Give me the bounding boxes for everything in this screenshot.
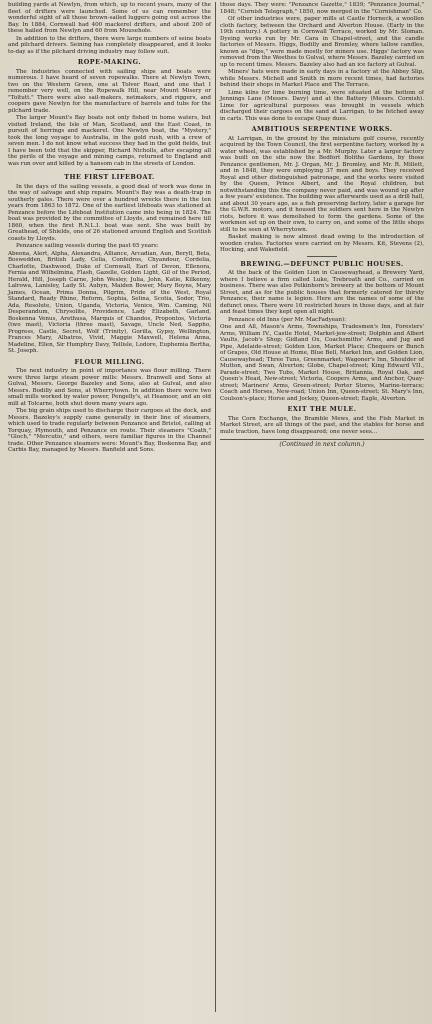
- article-columns: [4, 2, 428, 1012]
- newspapers-paragraph: those days. They were: "Penzance Gazette," 1839; "Penzance Journal," 1848; "Cornish Telegraph," 1850, now merged in the "Cornishman" Co.: [220, 2, 424, 15]
- rope-paragraph-2: The larger Mount's Bay boats not only fished in home waters, but visited Ireland, the Isle of Man, Scotland, and the East Coast, in pursuit of herrings and mackerel. One Newlyn boat, the "Mystery," took the long voyage to Australia, in the gold rush, with a crew of seven men. I do not know what success they had in the gold fields, but I have been told that the skipper, Richard Nicholls, after escaping all the perils of the voyage and mining camps, returned to England and was run over and killed by a hansom cab in the streets of London.: [8, 115, 211, 167]
- flour-milling-heading: FLOUR MILLING.: [74, 357, 145, 366]
- other-industries-paragraph: Of other industries were, paper mills at Castle Horneck, a woollen cloth factory, between the Orchard and Alverton House. (Early in the 19th century.) A pottery in Cornwall Terrace, worked by Mr. Sloman. Dyeing works run by Mr. Cara in Chapel-street, and the candle factories of Messrs. Higgs, Bodilly and Bromley, where tallow candles, known as "dips," were made mostly for miners use. Higgs' factory was removed from the Weethes to Gulval, where Messrs. Bazeley carried on up to recent times. Messrs. Bazeley also had an ice factory at Gulval.: [220, 16, 424, 68]
- intro-paragraph: building yards at Newlyn, from which, up to recent years, many of the fleet of drifters were launched. Some of us can remember the wonderful sight of all those brown-sailed luggers going out across the Bay. In 1884, Cornwall had 400 mackerel drifters, and about 200 of these hailed from Newlyn and 60 from Mousehole.: [8, 2, 211, 34]
- flour-paragraph-1: The next industry in point of importance was flour milling. There were three large steam power mills: Messrs. Branwell and Sons at Gulval, Messrs. George Bazeley and Sons, also at Gulval, and also Messrs. Bodilly and Sons, at Wherrytown. In addition there were two small mills worked by water power, Pengelly's, at Heamoor, and an old mill at Tolcarne, both shut down many years ago.: [8, 368, 211, 407]
- lifeboat-paragraph-2: Penzance sailing vessels during the past 65 years:: [16, 243, 159, 249]
- serpentine-paragraph-1: At Larrigan, in the ground by the miniature golf course, recently acquired by the Town Council, the first serpentine factory, worked by a water wheel, was established by a Mr. Murphy. Later a larger factory was built on the site now the Bedfort Bolitho Gardens, by those Penzance gentlemen, Mr. J. Organ, Mr. J. Bromley, and Mr. R. Millett, and in 1848, they were employing 37 men and boys. They received Royal and other distinguished patronage, and the works were visited by the Queen, Prince Albert, and the Royal children, but notwithstanding this the company never paid, and was wound up after a few years' existence. The building was afterwards used as a drill hall, and about 30 years ago, as a fish preserving factory, later a garage for the G.W.R. motors, and it housed the soldiers sent here in the Newlyn riots, before it was demolished to form the gardens. Some of the workmen set up on their own, to carry on, and some of the little shops still to be seen at Wherrytown.: [220, 135, 424, 233]
- rope-making-heading: ROPE-MAKING.: [77, 58, 142, 66]
- basket-paragraph: Basket making is now almost dead owing to the introduction of wooden crates. Factories were carried on by Messrs. Kit, Stevens (2), Hocking, and Wakefield.: [220, 234, 424, 253]
- section-rule: [307, 256, 337, 257]
- continued-note: (Continued in next column.): [220, 439, 424, 449]
- mule-paragraph: The Corn Exchange, the Bramble Mews, and the Fish Market in Market Street, are all things of the past, and the stables for horse and mule traction, have long disappeared; one never sees...: [220, 415, 424, 435]
- left-column: [4, 2, 216, 1012]
- right-column: [216, 2, 428, 1012]
- section-rule: [95, 169, 125, 170]
- exit-mule-heading: EXIT THE MULE.: [287, 405, 357, 413]
- inns-list: One and All, Mason's Arms, Townships, Tradesmen's Inn, Foresters' Arms, William IV., Castle Hotel, Market-jew-street; Dolphin and Albert Vaults, Jacob's Shop; Gidland Ox, Coachsmiths' Arms, and Jug and Pipe, Adelaide-street; Golden Lion, Market Place; Chequers or Bunch of Grapes, Old House at Home, Blue Bell, Market Inn, and Golden Lion, Causewayhead; Three Tuns, Greenmarket; Wagoner's Inn, Shoulder of Mutton, and Swan, Alverton; Globe, Chapel-street; King Edward VII., Parade-street; Two Tubs, Market House, Britannia, Royal Oak, and Queen's Head, New-street; Victoria, Coopers Arms, and Anchor, Quay-street; Mariners' Arms, Green-street; Porter Stores, Marine-terrace; Coach and Horses, New-road; Union Inn, Queen-street; St. Mary's Inn, Coulson's-place; Horse and Jockey, Queen-street; Eagle, Alverton.: [220, 324, 424, 402]
- serpentine-heading: AMBITIOUS SERPENTINE WORKS.: [251, 125, 393, 133]
- brewing-heading: BREWING.—DEFUNCT PUBLIC HOUSES.: [240, 259, 404, 268]
- rope-paragraph-1: The industries connected with sailing ships and boats were numerous. I have heard of seven ropewalks. There at Newlyn Town, two on the Western Green, one at Tolver Road, and one that I remember very well, on the Ropewalk Hill, near Mount Misery or "Toltutt." There were also sail-makers, netmakers, and riggers, and coopers gave Newlyn for the manufacture of barrels and tubs for the pilchard trade.: [8, 68, 211, 114]
- brewing-paragraph-1: At the back of the Golden Lion in Causewayhead, a Brewery Yard, where I believe a firm called Luke, Trebroath and Co., carried on business. There was also Polkinhorn's brewery at the bottom of Mount Street, and as for the public houses that formerly catered for thirsty Penzance, their name is legion. Here are the names of some of the defunct ones. There were 10 restricted hours in those days, and at fair and feast times they kept open all night.: [220, 270, 424, 315]
- drifters-paragraph: In addition to the drifters, there were large numbers of seine boats and pilchard drivers. Seining has completely disappeared, and it looks to-day as if the pilchard driving industry may follow suit.: [8, 35, 211, 55]
- lifeboat-paragraph-1: In the days of the sailing vessels, a good deal of work was done in the way of salvage and ship repairs. Mount's Bay was a death-trap in southerly gales. There were over a hundred wrecks there in the ten years from 1863 to 1872. One of the earliest lifeboats was stationed at Penzance before the Lifeboat Institution came into being in 1824. The boat was provided by the committee of Lloyds, and remained here till 1860, when the first R.N.L.I. boat was sent. She was built by Greathead, of Shields, one of 26 stationed around English and Scottish coasts by Lloyds.: [8, 183, 211, 242]
- miners-hats-paragraph: Miners' hats were made in early days in a factory at the Abbey Slip, while Messrs. Michell and Smith in more recent times, had factories behind their shops in Market Place and The Terrace.: [220, 69, 424, 88]
- vessel-list: Abeona, Alert, Alpha, Alexandra, Alliance, Arcadian, Aun, Beryll, Beta, Boswedden, British Lady, Celia, Confedros, Chyandour, Cordelia, Charlotte, Dashwood, Duke of Cornwall, Earl of Devon, Ellenora, Fernia and Wilhelmina, Flash, Gazelle, Golden Light, Gil of the Period, Herald, Hill, Joseph Carne, John Wesley, Julia, John, Katie, Kilkenny, Lalrowa, Lanisley, Lady St. Aubyn, Maiden Bower, Mary Boyns, Mary James, Ocean, Prima Donna, Pilgrim, Pride of the West, Royal Standard, Ready Rhino, Reform, Sophia, Selina, Scotia, Sodor, Trio, Ada, Resolute, Union, Uganda, Victoria, Venice, Wm. Caming, Nil Desperandum, Chrysolite, Providence, Lady Elizabeth, Garland, Boskenna Venus, Arethusa, Marquis of Chandos, Propontos, Victoria (two mast), Victoria (three mast), Savage, Uncle Ned, Sappho, Progress, Castle, Secret, Wolf (Trinity), Gorilla, Gypsy, Wellington, Frances Mary, Albatros, Vivid, Maggie Maxwell, Helena Anna, Madeline, Ellen, Sir Humphry Davy, Tellisle, Lodore, Euphemia Bertha, St. Joseph.: [8, 250, 211, 354]
- lime-kilns-paragraph: Lime kilns for lime burning time, were situated at the bottom of Jennings Lane (Messrs. Davy) and at the Battery (Messrs. Cornish). Lime for agricultural purposes was brought in vessels which discharged their cargoes on the sand at Larrigan, to be fetched away in carts. This was done to escape Quay dues.: [220, 89, 424, 122]
- inns-intro: Penzance old Inns (per Mr. MacFadyean):: [228, 316, 347, 323]
- flour-paragraph-2: The big grain ships used to discharge their cargoes at the dock, and Messrs. Bazeley's supply came generally in their line of steamers, which used to trade regularly between Penzance and Bristol, calling at Torquay, Plymouth, and Penzance en route. Their steamers "Coath," "Gloch," "Mercutio," and others, were familiar figures in the Channel trade. Other Penzance steamers were: Mount's Bay, Boskenna Bay, and Carbis Bay, managed by Messrs. Banfield and Sons.: [8, 408, 211, 453]
- lifeboat-heading: THE FIRST LIFEBOAT.: [64, 173, 155, 181]
